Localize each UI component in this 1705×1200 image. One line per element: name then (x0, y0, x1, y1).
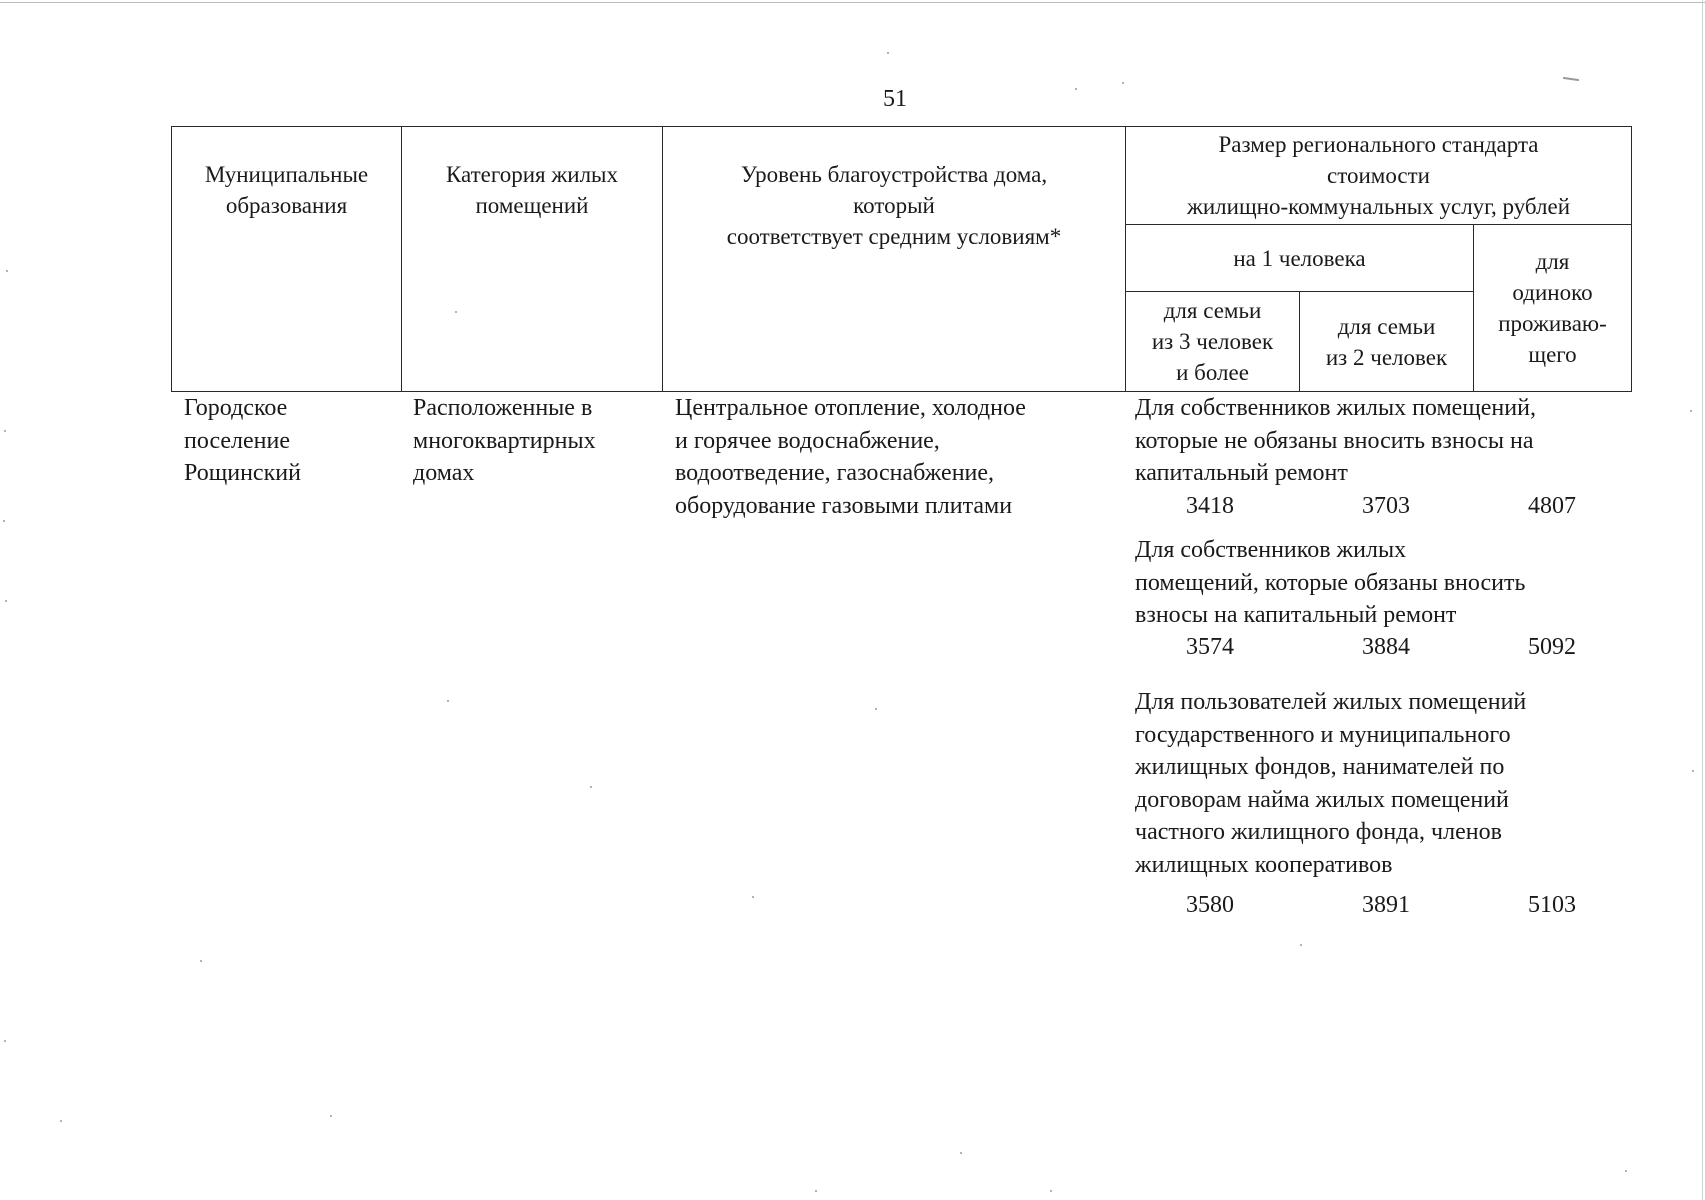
group-3-label-line: государственного и муниципального (1135, 721, 1511, 748)
scan-speck (960, 1152, 962, 1154)
header-level (663, 127, 1126, 392)
scan-speck (1122, 82, 1124, 84)
row-level-line: Центральное отопление, холодное (675, 395, 1026, 421)
header-level-line: Уровень благоустройства дома, (740, 162, 1048, 187)
scan-speck (5, 600, 7, 602)
scan-edge-right (1702, 0, 1703, 1200)
group-2-label-line: Для собственников жилых (1135, 537, 1407, 563)
header-family-2 (1300, 292, 1474, 392)
group-2-value-family-3: 3574 (1186, 634, 1234, 660)
header-level-line: который (853, 193, 935, 218)
header-per-person: на 1 человека (1126, 225, 1474, 292)
header-standard (1126, 127, 1632, 225)
scan-speck (1075, 88, 1077, 90)
row-municipality-line: Городское (184, 395, 288, 421)
scan-speck (3, 520, 5, 522)
scan-speck (4, 1040, 6, 1042)
row-level (675, 392, 1026, 522)
row-category-line: Расположенные в (413, 395, 593, 421)
row-municipality-line: поселение (184, 427, 291, 454)
scan-speck (1050, 1190, 1052, 1192)
row-category-line: многоквартирных (413, 427, 596, 454)
row-municipality-line: Рощинский (184, 460, 301, 486)
header-single-line: проживаю- (1498, 311, 1607, 336)
row-category (413, 392, 596, 490)
group-3-value-family-2: 3891 (1362, 892, 1410, 918)
group-3-label-line: жилищных фондов, нанимателей по (1135, 754, 1505, 780)
header-standard-line: жилищно-коммунальных услуг, рублей (1186, 194, 1571, 219)
header-family-3-line: для семьи (1163, 298, 1262, 323)
scan-speck (815, 1190, 817, 1192)
header-family-2-line: из 2 человек (1325, 344, 1448, 370)
header-family-3-line: и более (1176, 360, 1249, 385)
group-3-label-line: жилищных кооперативов (1135, 851, 1393, 878)
header-family-3 (1126, 292, 1300, 392)
row-level-line: водоотведение, газоснабжение, (675, 460, 995, 486)
header-family-3-line: из 3 человек (1151, 329, 1274, 354)
page-number: 51 (883, 86, 907, 112)
row-category-line: домах (413, 460, 475, 486)
group-1-value-family-2: 3703 (1362, 493, 1410, 519)
header-single-line: одиноко (1512, 280, 1593, 305)
scan-edge-top (0, 2, 1705, 3)
group-1-label-line: капитальный ремонт (1135, 460, 1348, 486)
group-2-label (1135, 534, 1525, 632)
row-level-line: оборудование газовыми плитами (675, 492, 1013, 519)
header-municipality: Муниципальные образования (172, 127, 402, 392)
group-1-value-family-3: 3418 (1186, 493, 1234, 519)
header-family-2-line: для семьи (1337, 313, 1436, 339)
scan-mark (1563, 77, 1579, 81)
group-3-value-single: 5103 (1528, 892, 1576, 918)
header-standard-line: Размер регионального стандарта (1218, 132, 1539, 157)
scan-speck (200, 960, 202, 962)
group-3-label-line: договорам найма жилых помещений (1135, 786, 1509, 813)
header-single-line: для (1535, 249, 1570, 274)
scan-speck (4, 430, 6, 432)
group-2-value-single: 5092 (1528, 634, 1576, 660)
header-single-line: щего (1528, 342, 1577, 367)
group-2-label-line: взносы на капитальный ремонт (1135, 602, 1457, 628)
group-3-value-family-3: 3580 (1186, 892, 1234, 918)
header-single-person (1474, 225, 1632, 392)
scan-speck (875, 708, 877, 710)
header-level-line: соответствует средним условиям* (726, 224, 1062, 249)
scan-speck (887, 52, 889, 54)
scan-speck (330, 1115, 332, 1117)
row-level-line: и горячее водоснабжение, (675, 427, 940, 454)
scan-speck (1692, 770, 1694, 772)
scan-speck (447, 700, 449, 702)
group-1-value-single: 4807 (1528, 493, 1576, 519)
scan-speck (590, 786, 592, 788)
group-1-label-line: Для собственников жилых помещений, (1135, 395, 1536, 421)
scan-speck (1625, 1170, 1627, 1172)
scan-speck (1690, 410, 1692, 412)
scan-speck (752, 896, 754, 898)
group-3-label-line: частного жилищного фонда, членов (1135, 819, 1502, 845)
group-1-label-line: которые не обязаны вносить взносы на (1135, 427, 1534, 454)
group-2-label-line: помещений, которые обязаны вносить (1135, 569, 1526, 596)
row-municipality (184, 392, 301, 490)
scan-speck (6, 270, 8, 272)
header-category: Категория жилых помещений (402, 127, 663, 392)
group-3-label-line: Для пользователей жилых помещений (1135, 689, 1527, 715)
scan-speck (60, 1120, 62, 1122)
header-standard-line: стоимости (1327, 163, 1430, 188)
scan-speck (1300, 944, 1302, 946)
group-1-label (1135, 392, 1536, 490)
group-3-label (1135, 686, 1526, 881)
group-2-value-family-2: 3884 (1362, 634, 1410, 660)
header-table (171, 126, 1632, 392)
scan-speck (455, 311, 457, 313)
